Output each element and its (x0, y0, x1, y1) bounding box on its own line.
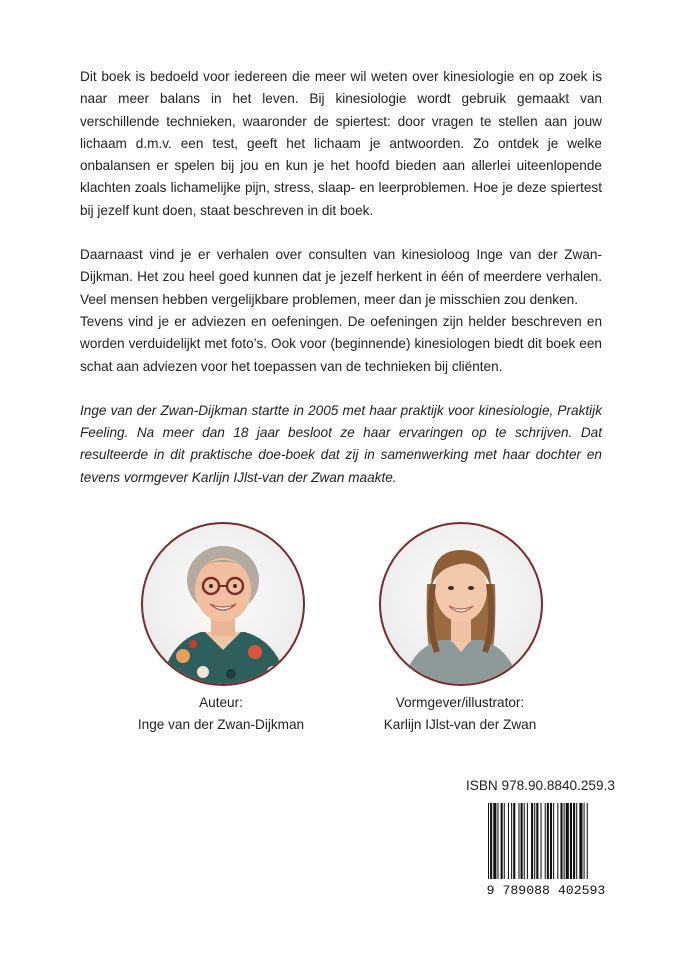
barcode-bars (488, 803, 588, 887)
author-name: Inge van der Zwan-Dijkman (137, 717, 305, 732)
barcode-bar (584, 803, 585, 881)
barcode-bar (488, 803, 489, 887)
barcode-bar (541, 803, 542, 881)
designer-photo (379, 522, 543, 686)
barcode-graphic (476, 803, 616, 898)
isbn-label: ISBN 978.90.8840.259.3 (466, 778, 615, 793)
designer-role: Vormgever/illustrator: (395, 695, 525, 710)
barcode-bar (566, 803, 569, 881)
author-photo (141, 522, 305, 686)
intro-paragraph: Dit boek is bedoeld voor iedereen die meer wil weten over kinesiologie en op zoek is naar meer balans in het leven. Bij kinesiologie wordt gebruik gemaakt van verschillende technieken, waaronder de spiertest: door vragen te stellen aan jouw lichaam d.m.v. een test, geeft het lichaam je antwoorden. Zo ontdek je welke onbalansen er spelen bij jou en kun je het hoofd bieden aan allerlei uiteenlopende klachten zoals lichamelijke pijn, stress, slaap- en leerproblemen. Hoe je deze spiertest bij jezelf kunt doen, staat beschreven in dit boek. (80, 69, 602, 218)
barcode-bar (553, 803, 554, 881)
designer-portrait (381, 524, 541, 684)
author-role: Auteur: (199, 695, 243, 710)
author-portrait (143, 524, 303, 684)
barcode-bar (557, 803, 558, 881)
paragraph-spacer (80, 378, 602, 400)
barcode-bar (570, 803, 572, 881)
designer-caption (340, 692, 580, 736)
isbn-barcode (476, 803, 616, 898)
barcode-bar (531, 803, 533, 881)
barcode-bar (490, 803, 492, 887)
barcode-bar (550, 803, 552, 881)
barcode-bar (518, 803, 519, 881)
barcode-bar (508, 803, 509, 881)
barcode-bar (579, 803, 582, 881)
back-cover-text (80, 66, 602, 489)
author-caption (101, 692, 341, 736)
paragraph-spacer (80, 222, 602, 244)
author-bio-paragraph: Inge van der Zwan-Dijkman startte in 2005 met haar praktijk voor kinesiologie, Praktijk Feeling. Na meer dan 18 jaar besloot ze haar ervaringen op te schrijven. Dat resulteerde in dit praktische doe-boek dat zij in samenwerking met haar dochter en tevens vormgever Karlijn IJlst-van der Zwan maakte. (80, 402, 602, 485)
barcode-bar (564, 803, 565, 881)
barcode-bar (587, 803, 588, 887)
barcode-bar (576, 803, 577, 881)
barcode-bar (536, 803, 538, 881)
barcode-bar (501, 803, 503, 881)
barcode-bar (573, 803, 575, 881)
barcode-bar (511, 803, 512, 881)
barcode-bar (493, 803, 496, 881)
designer-name: Karlijn IJlst-van der Zwan (383, 717, 537, 732)
barcode-bar (527, 803, 528, 881)
barcode-bar (534, 803, 535, 881)
barcode-bar (560, 803, 562, 881)
barcode-digits: 9 789088 402593 (486, 883, 606, 898)
barcode-bar (504, 803, 505, 881)
exercises-paragraph: Tevens vind je er adviezen en oefeningen. De oefeningen zijn helder beschreven en worden verduidelijkt met foto’s. Ook voor (beginnende) kinesiologen biedt dit boek een schat aan adviezen voor het toepassen van de technieken bij cliënten. (80, 313, 602, 374)
stories-paragraph: Daarnaast vind je er verhalen over consulten van kinesioloog Inge van der Zwan-Dijkman. Het zou heel goed kunnen dat je jezelf herkent in één of meerdere verhalen. Veel mensen hebben vergelijkbare problemen, meer dan je misschien zou denken. (80, 247, 602, 307)
barcode-bar (545, 803, 546, 881)
barcode-bar (524, 803, 525, 881)
barcode-bar (513, 803, 515, 881)
barcode-bar (521, 803, 523, 881)
barcode-bar (547, 803, 549, 881)
barcode-bar (497, 803, 498, 881)
